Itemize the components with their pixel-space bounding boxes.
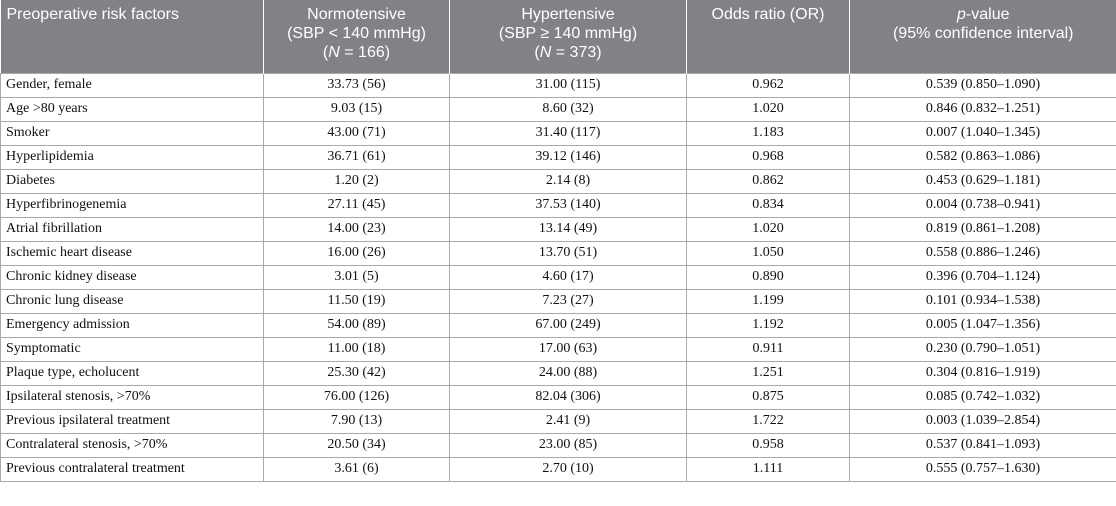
cell-hypertensive: 2.41 (9) [450,409,687,433]
cell-p-value: 0.003 (1.039–2.854) [850,409,1116,433]
header-hypertensive-criterion: (SBP ≥ 140 mmHg) [498,25,638,42]
cell-hypertensive: 2.14 (8) [450,169,687,193]
cell-hypertensive: 4.60 (17) [450,265,687,289]
cell-odds-ratio: 1.251 [687,361,850,385]
cell-odds-ratio: 0.890 [687,265,850,289]
header-hypertensive-title: Hypertensive [521,6,615,23]
table-row [1,121,1116,145]
cell-normotensive: 11.00 (18) [264,337,450,361]
cell-normotensive: 3.61 (6) [264,457,450,481]
table-row [1,145,1116,169]
header-normotensive-n [270,43,443,62]
cell-p-value: 0.846 (0.832–1.251) [850,97,1116,121]
cell-risk-factor: Diabetes [1,169,264,193]
cell-p-value: 0.230 (0.790–1.051) [850,337,1116,361]
table-row [1,193,1116,217]
header-hypertensive-n-open: ( [534,44,540,61]
cell-hypertensive: 13.70 (51) [450,241,687,265]
cell-hypertensive: 23.00 (85) [450,433,687,457]
cell-odds-ratio: 0.958 [687,433,850,457]
cell-normotensive: 27.11 (45) [264,193,450,217]
header-normotensive [264,0,450,73]
table-row [1,217,1116,241]
cell-p-value: 0.304 (0.816–1.919) [850,361,1116,385]
cell-odds-ratio: 1.183 [687,121,850,145]
cell-risk-factor: Plaque type, echolucent [1,361,264,385]
cell-normotensive: 9.03 (15) [264,97,450,121]
header-normotensive-title: Normotensive [307,6,406,23]
cell-normotensive: 43.00 (71) [264,121,450,145]
cell-hypertensive: 31.40 (117) [450,121,687,145]
header-risk-factors: Preoperative risk factors [1,0,264,73]
cell-normotensive: 76.00 (126) [264,385,450,409]
table-row [1,265,1116,289]
cell-risk-factor: Gender, female [1,73,264,97]
cell-odds-ratio: 1.020 [687,217,850,241]
cell-risk-factor: Hyperfibrinogenemia [1,193,264,217]
table-row [1,169,1116,193]
cell-odds-ratio: 0.968 [687,145,850,169]
table-row [1,97,1116,121]
cell-odds-ratio: 1.050 [687,241,850,265]
table-row [1,409,1116,433]
header-p-suffix: -value [965,6,1010,23]
cell-odds-ratio: 0.911 [687,337,850,361]
header-normotensive-n-symbol: N [328,44,340,61]
cell-hypertensive: 8.60 (32) [450,97,687,121]
cell-p-value: 0.819 (0.861–1.208) [850,217,1116,241]
cell-risk-factor: Chronic kidney disease [1,265,264,289]
cell-normotensive: 1.20 (2) [264,169,450,193]
cell-p-value: 0.005 (1.047–1.356) [850,313,1116,337]
table-row [1,241,1116,265]
table-row [1,313,1116,337]
header-normotensive-n-value: = 166) [339,44,391,61]
cell-p-value: 0.558 (0.886–1.246) [850,241,1116,265]
cell-hypertensive: 31.00 (115) [450,73,687,97]
cell-p-value: 0.453 (0.629–1.181) [850,169,1116,193]
cell-normotensive: 14.00 (23) [264,217,450,241]
header-normotensive-n-open: ( [322,44,329,61]
cell-odds-ratio: 1.199 [687,289,850,313]
header-p-symbol: p [957,6,966,23]
cell-hypertensive: 2.70 (10) [450,457,687,481]
cell-odds-ratio: 1.111 [687,457,850,481]
header-hypertensive-n-symbol: N [539,44,552,61]
cell-risk-factor: Ischemic heart disease [1,241,264,265]
cell-p-value: 0.396 (0.704–1.124) [850,265,1116,289]
cell-risk-factor: Ipsilateral stenosis, >70% [1,385,264,409]
cell-risk-factor: Hyperlipidemia [1,145,264,169]
cell-odds-ratio: 1.020 [687,97,850,121]
table-row [1,457,1116,481]
cell-odds-ratio: 1.192 [687,313,850,337]
cell-risk-factor: Symptomatic [1,337,264,361]
cell-odds-ratio: 1.722 [687,409,850,433]
cell-odds-ratio: 0.862 [687,169,850,193]
cell-hypertensive: 24.00 (88) [450,361,687,385]
header-row [1,0,1116,73]
cell-p-value: 0.085 (0.742–1.032) [850,385,1116,409]
cell-hypertensive: 17.00 (63) [450,337,687,361]
cell-hypertensive: 82.04 (306) [450,385,687,409]
cell-normotensive: 33.73 (56) [264,73,450,97]
cell-normotensive: 3.01 (5) [264,265,450,289]
cell-hypertensive: 13.14 (49) [450,217,687,241]
table-row [1,73,1116,97]
header-hypertensive [450,0,687,73]
cell-risk-factor: Previous ipsilateral treatment [1,409,264,433]
cell-risk-factor: Emergency admission [1,313,264,337]
cell-risk-factor: Contralateral stenosis, >70% [1,433,264,457]
cell-odds-ratio: 0.962 [687,73,850,97]
cell-odds-ratio: 0.834 [687,193,850,217]
table-row [1,289,1116,313]
header-p-value-title [856,5,1111,24]
cell-normotensive: 25.30 (42) [264,361,450,385]
cell-hypertensive: 37.53 (140) [450,193,687,217]
cell-hypertensive: 67.00 (249) [450,313,687,337]
cell-risk-factor: Previous contralateral treatment [1,457,264,481]
cell-normotensive: 16.00 (26) [264,241,450,265]
cell-p-value: 0.539 (0.850–1.090) [850,73,1116,97]
cell-p-value: 0.007 (1.040–1.345) [850,121,1116,145]
table-row [1,385,1116,409]
cell-p-value: 0.537 (0.841–1.093) [850,433,1116,457]
cell-risk-factor: Atrial fibrillation [1,217,264,241]
cell-normotensive: 7.90 (13) [264,409,450,433]
cell-p-value: 0.004 (0.738–0.941) [850,193,1116,217]
cell-risk-factor: Chronic lung disease [1,289,264,313]
cell-normotensive: 54.00 (89) [264,313,450,337]
table-body [1,73,1116,481]
table-header [1,0,1116,73]
header-hypertensive-n [456,43,680,62]
table-row [1,361,1116,385]
header-p-value-ci: (95% confidence interval) [892,25,1074,42]
cell-normotensive: 20.50 (34) [264,433,450,457]
cell-odds-ratio: 0.875 [687,385,850,409]
header-hypertensive-n-value: = 373) [551,44,602,61]
cell-p-value: 0.555 (0.757–1.630) [850,457,1116,481]
header-p-value [850,0,1116,73]
cell-normotensive: 11.50 (19) [264,289,450,313]
table-row [1,433,1116,457]
cell-p-value: 0.101 (0.934–1.538) [850,289,1116,313]
cell-normotensive: 36.71 (61) [264,145,450,169]
cell-risk-factor: Age >80 years [1,97,264,121]
cell-hypertensive: 39.12 (146) [450,145,687,169]
cell-risk-factor: Smoker [1,121,264,145]
table-row [1,337,1116,361]
cell-p-value: 0.582 (0.863–1.086) [850,145,1116,169]
header-odds-ratio: Odds ratio (OR) [687,0,850,73]
cell-hypertensive: 7.23 (27) [450,289,687,313]
header-normotensive-criterion: (SBP < 140 mmHg) [287,25,426,42]
